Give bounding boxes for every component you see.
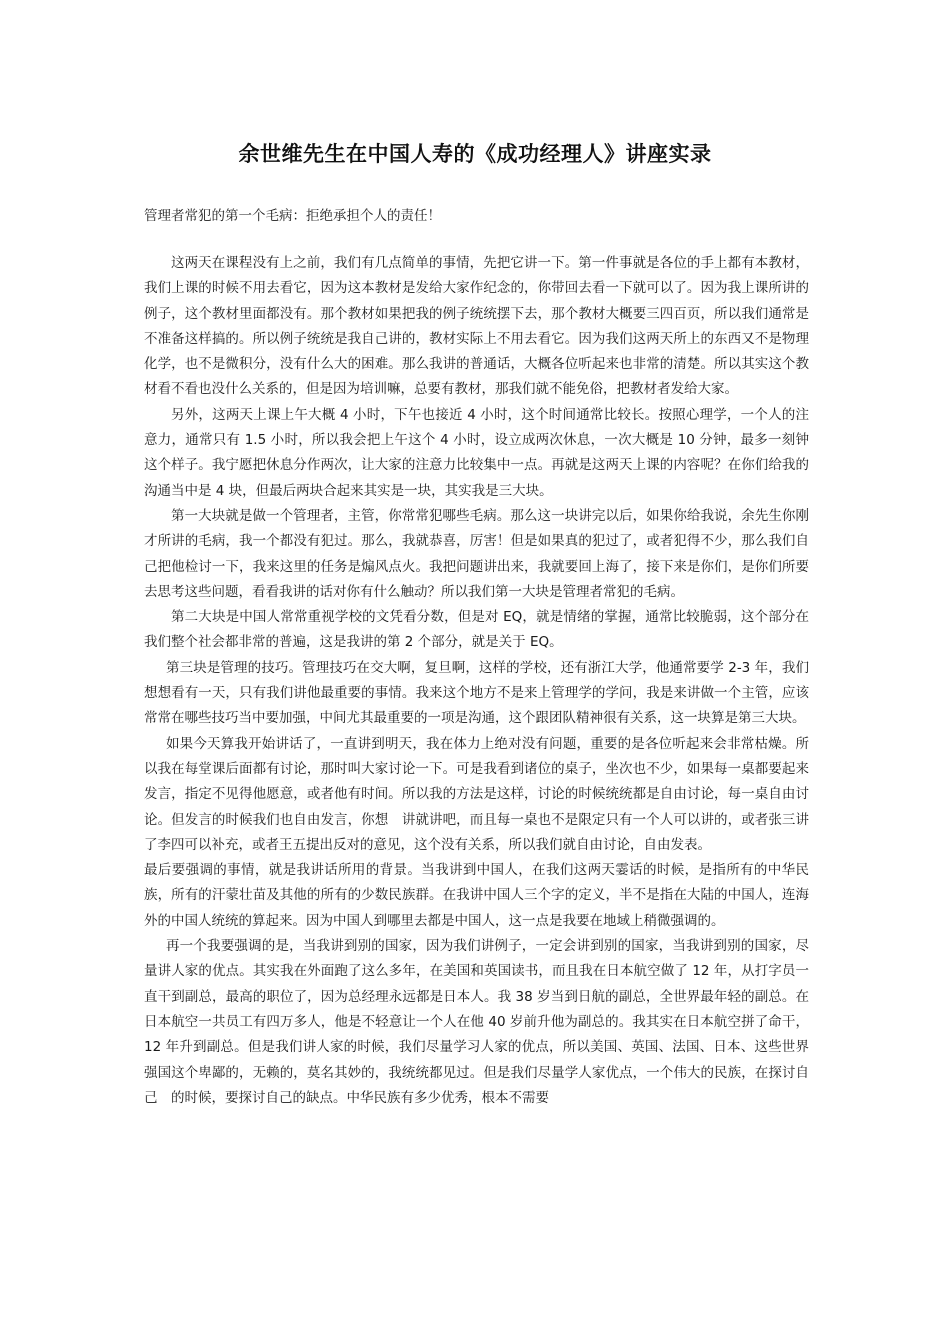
- paragraph-7: 最后要强调的事情，就是我讲话所用的背景。当我讲到中国人，在我们这两天霎话的时候，是指所有的中华民族，所有的汗蒙壮苗及其他的所有的少数民族群。在我讲中国人三个字的定义，半不是指在大陆的中国人，连海外的中国人统统的算起来。因为中国人到哪里去都是中国人，这一点是我要在地域上稍微强调的。: [144, 862, 809, 929]
- paragraph-8: 再一个我要强调的是，当我讲到别的国家，因为我们讲例子，一定会讲到别的国家，当我讲到别的国家，尽量讲人家的优点。其实我在外面跑了这么多年，在美国和英国读书，而且我在日本航空做了 12 年，从打字员一直干到副总，最高的职位了，因为总经理永远都是日本人。我 38 岁当到日航的副总，全世界最年轻的副总。在日本航空一共员工有四万多人，他是不轻意让一个人在他 40 岁前升他为副总的。我其实在日本航空拼了命干，12 年升到副总。但是我们讲人家的时候，我们尽量学习人家的优点，所以美国、英国、法国、日本、这些世界强国这个卑鄙的，无赖的，莫名其妙的，我统统都见过。但是我们尽量学人家优点，一个伟大的民族，在探讨自己 的时候，要探讨自己的缺点。中华民族有多少优秀，根本不需要: [144, 938, 809, 1106]
- paragraph-4: 第二大块是中国人常常重视学校的文凭看分数，但是对 EQ，就是情绪的掌握，通常比较脆弱，这个部分在我们整个社会都非常的普遍，这是我讲的第 2 个部分，就是关于 EQ。: [144, 609, 809, 651]
- paragraph-6: 如果今天算我开始讲话了，一直讲到明天，我在体力上绝对没有问题，重要的是各位听起来会非常枯燥。所以我在每堂课后面都有讨论，那时叫大家讨论一下。可是我看到诸位的桌子，坐次也不少，如果每一桌都要起来发言，指定不见得他愿意，或者他有时间。所以我的方法是这样，讨论的时候统统都是自由讨论，每一桌自由讨论。但发言的时候我们也自由发言，你想 讲就讲吧，而且每一桌也不是限定只有一个人可以讲的，或者张三讲了李四可以补充，或者王五提出反对的意见，这个没有关系，所以我们就自由讨论，自由发表。: [144, 735, 809, 853]
- paragraph-5: 第三块是管理的技巧。管理技巧在交大啊，复旦啊，这样的学校，还有浙江大学，他通常要学 2-3 年，我们想想看有一天，只有我们讲他最重要的事情。我来这个地方不是来上管理学的学问，我是来讲做一个主管，应该常常在哪些技巧当中要加强，中间尤其最重要的一项是沟通，这个跟团队精神很有关系，这一块算是第三大块。: [144, 659, 809, 727]
- paragraph-3: 第一大块就是做一个管理者，主管，你常常犯哪些毛病。那么这一块讲完以后，如果你给我说，余先生你刚才所讲的毛病，我一个都没有犯过。那么，我就恭喜，厉害！但是如果真的犯过了，或者犯得不少，那么我们自己把他检讨一下，我来这里的任务是煽风点火。我把问题讲出来，我就要回上海了，接下来是你们，是你们所要去思考这些问题，看看我讲的话对你有什么触动？所以我们第一大块是管理者常犯的毛病。: [144, 507, 809, 600]
- paragraph-1: 这两天在课程没有上之前，我们有几点简单的事情，先把它讲一下。第一件事就是各位的手上都有本教材，我们上课的时候不用去看它，因为这本教材是发给大家作纪念的，你带回去看一下就可以了。因为我上课所讲的例子，这个教材里面都没有。那个教材如果把我的例子统统摆下去，那个教材大概要三四百页，所以我们通常是不准备这样搞的。所以例子统统是我自己讲的，教材实际上不用去看它。因为我们这两天所上的东西又不是物理化学，也不是微积分，没有什么大的困难。那么我讲的普通话，大概各位听起来也非常的清楚。所以其实这个教材看不看也没什么关系的，但是因为培训嘛，总要有教材，那我们就不能免俗，把教材者发给大家。: [144, 255, 809, 398]
- document-title: 余世维先生在中国人寿的《成功经理人》讲座实录: [238, 142, 712, 166]
- document-body: [144, 251, 809, 1111]
- paragraph-2: 另外，这两天上课上午大概 4 小时，下午也接近 4 小时，这个时间通常比较长。按照心理学，一个人的注意力，通常只有 1.5 小时，所以我会把上午这个 4 小时，设立成两次休息，一次大概是 10 分钟，最多一刻钟这个样子。我宁愿把休息分作两次，让大家的注意力比较集中一点。再就是这两天上课的内容呢？在你们给我的沟通当中是 4 块，但最后两块合起来其实是一块，其实我是三大块。: [144, 406, 809, 499]
- section-heading: 管理者常犯的第一个毛病：拒绝承担个人的责任！: [144, 208, 441, 224]
